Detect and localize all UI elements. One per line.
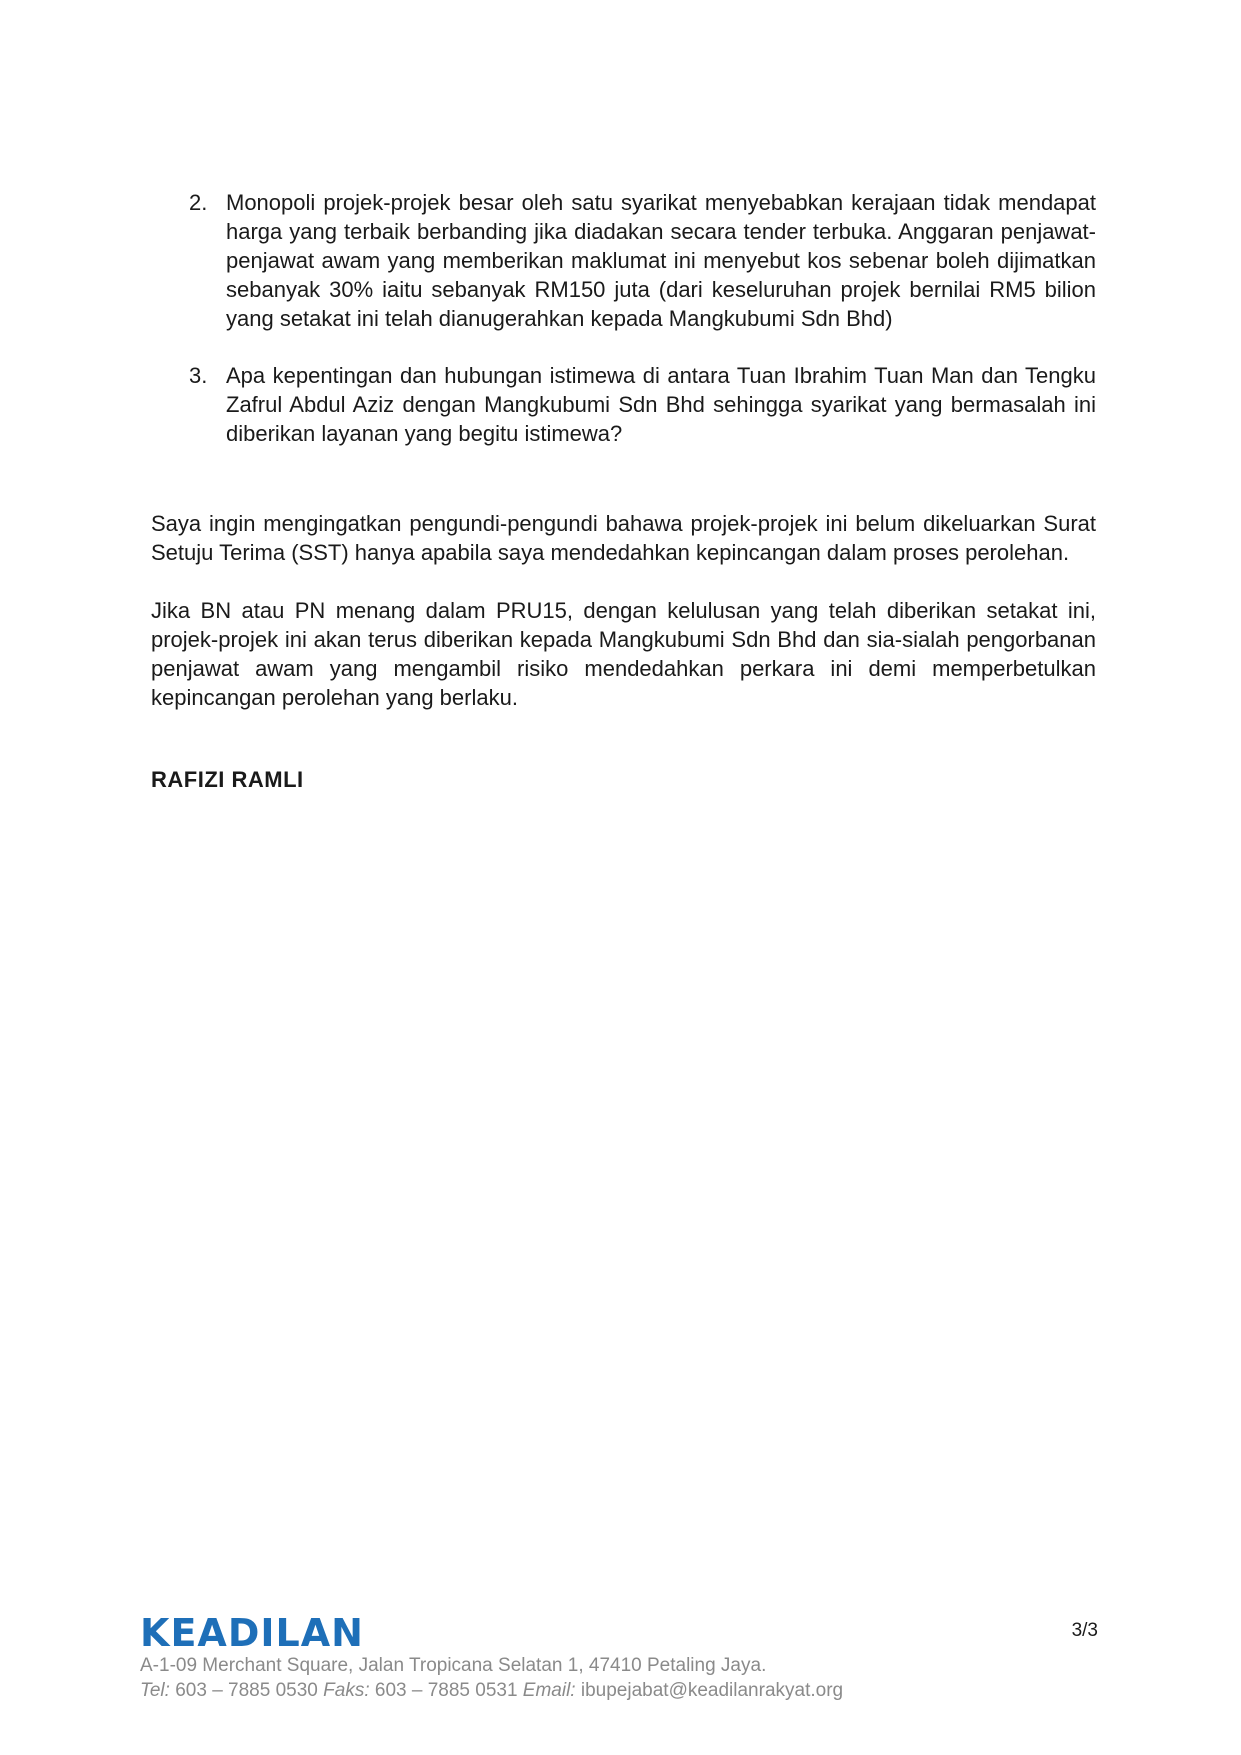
list-item-text: Apa kepentingan dan hubungan istimewa di antara Tuan Ibrahim Tuan Man dan Tengku Zafrul Abdul Aziz dengan Mangkubumi Sdn Bhd sehingga syarikat yang bermasalah ini diberikan layanan yang begitu istimewa? (226, 363, 1096, 446)
list-item (151, 361, 1096, 448)
tel-label: Tel: (140, 1680, 170, 1701)
fax-value: 603 – 7885 0531 (374, 1680, 518, 1701)
list-item-number: 2. (189, 190, 208, 215)
list-item-text: Monopoli projek-projek besar oleh satu syarikat menyebabkan kerajaan tidak mendapat harga yang terbaik berbanding jika diadakan secara tender terbuka. Anggaran penjawat-penjawat awam yang memberikan maklumat ini menyebut kos sebenar boleh dijimatkan sebanyak 30% iaitu sebanyak RM150 juta (dari keseluruhan projek bernilai RM5 bilion yang setakat ini telah dianugerahkan kepada Mangkubumi Sdn Bhd) (226, 190, 1096, 331)
spacer (151, 476, 1096, 509)
list-item (151, 188, 1096, 333)
footer-address: A-1-09 Merchant Square, Jalan Tropicana Selatan 1, 47410 Petaling Jaya. (140, 1655, 767, 1676)
email-value: ibupejabat@keadilanrakyat.org (580, 1680, 844, 1701)
letterhead-footer (140, 1613, 1100, 1703)
keadilan-logo: KEADILAN (140, 1611, 364, 1655)
page-number: 3/3 (1071, 1620, 1098, 1641)
document-body (151, 188, 1096, 794)
signature-name: RAFIZI RAMLI (151, 767, 304, 792)
numbered-points-list (151, 188, 1096, 448)
tel-value: 603 – 7885 0530 (175, 1680, 318, 1701)
list-item-number: 3. (189, 363, 208, 388)
paragraph-warning: Jika BN atau PN menang dalam PRU15, dengan kelulusan yang telah diberikan setakat ini, projek-projek ini akan terus diberikan kepada Mangkubumi Sdn Bhd dan sia-sialah pengorbanan penjawat awam yang mengambil risiko mendedahkan perkara ini demi memperbetulkan kepincangan perolehan yang berlaku. (151, 598, 1096, 710)
email-label: Email: (522, 1680, 576, 1701)
paragraph-reminder: Saya ingin mengingatkan pengundi-pengundi bahawa projek-projek ini belum dikeluarkan Surat Setuju Terima (SST) hanya apabila saya mendedahkan kepincangan dalam proses perolehan. (151, 511, 1096, 565)
fax-label: Faks: (323, 1680, 370, 1701)
footer-contact (140, 1678, 1100, 1703)
